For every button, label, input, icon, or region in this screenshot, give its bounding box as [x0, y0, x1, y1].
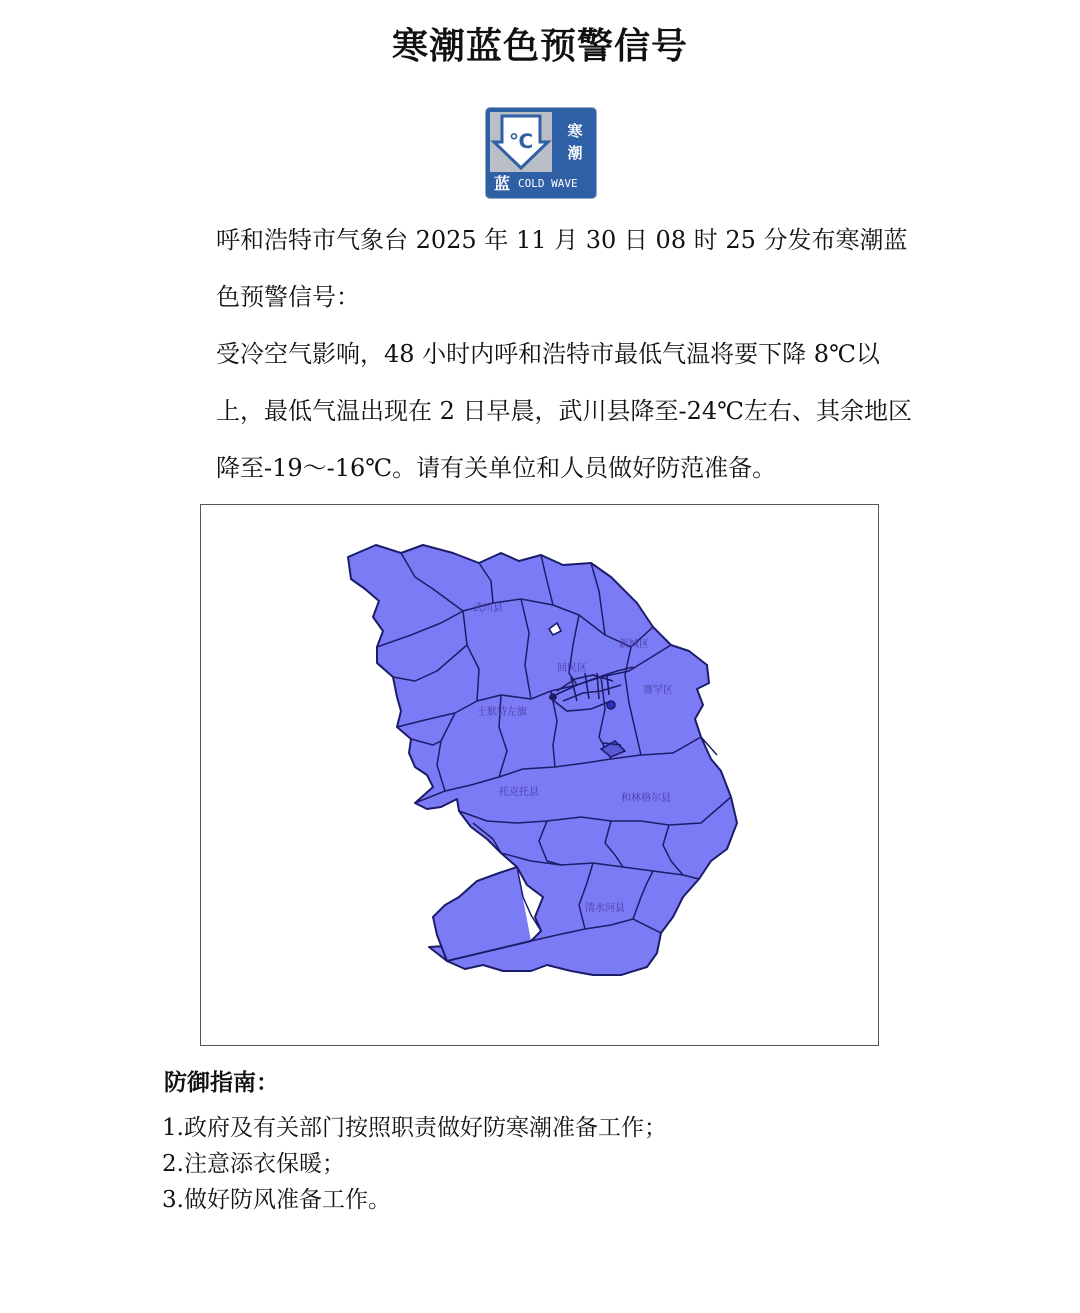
label-saihan: 赛罕区 — [643, 685, 673, 696]
issue-text: 呼和浩特市气象台 2025 年 11 月 30 日 08 时 25 分发布寒潮蓝色预警信号： — [216, 226, 908, 311]
label-tuoketuo: 托克托县 — [499, 787, 539, 798]
guide-item-2: 2.注意添衣保暖； — [162, 1151, 345, 1177]
label-helinge: 和林格尔县 — [621, 793, 671, 804]
warning-text: 受冷空气影响，48 小时内呼和浩特市最低气温将要下降 8℃以上，最低气温出现在 2 日早晨，武川县降至-24℃左右、其余地区降至-19～-16℃。请有关单位和人员做好防范准备。 — [216, 340, 913, 482]
issue-paragraph — [164, 212, 920, 326]
guide-title: 防御指南： — [164, 1070, 279, 1096]
signal-unit: ℃ — [508, 129, 534, 153]
label-wuchuan: 武川县 — [473, 603, 503, 614]
signal-char-2: 潮 — [567, 144, 583, 162]
page-title: 寒潮蓝色预警信号 — [391, 26, 688, 67]
signal-level-char: 蓝 — [493, 174, 510, 193]
signal-label-en: COLD WAVE — [518, 177, 578, 190]
label-xincheng: 新城区 — [619, 639, 649, 650]
label-qingshuihe: 清水河县 — [585, 903, 625, 914]
map-region — [348, 545, 737, 975]
district-map — [201, 505, 880, 1047]
guide-item-3: 3.做好防风准备工作。 — [162, 1187, 391, 1213]
signal-char-1: 寒 — [567, 122, 583, 140]
guide-list — [162, 1110, 667, 1218]
warning-map — [200, 504, 879, 1046]
label-tumote: 土默特左旗 — [477, 707, 527, 718]
guide-item-1: 1.政府及有关部门按照职责做好防寒潮准备工作； — [162, 1115, 667, 1141]
down-arrow-icon — [490, 112, 552, 172]
cold-wave-blue-signal-icon — [486, 108, 596, 198]
warning-paragraph — [164, 326, 920, 497]
label-huimin: 回民区 — [557, 663, 587, 674]
signal-panel — [490, 112, 552, 172]
